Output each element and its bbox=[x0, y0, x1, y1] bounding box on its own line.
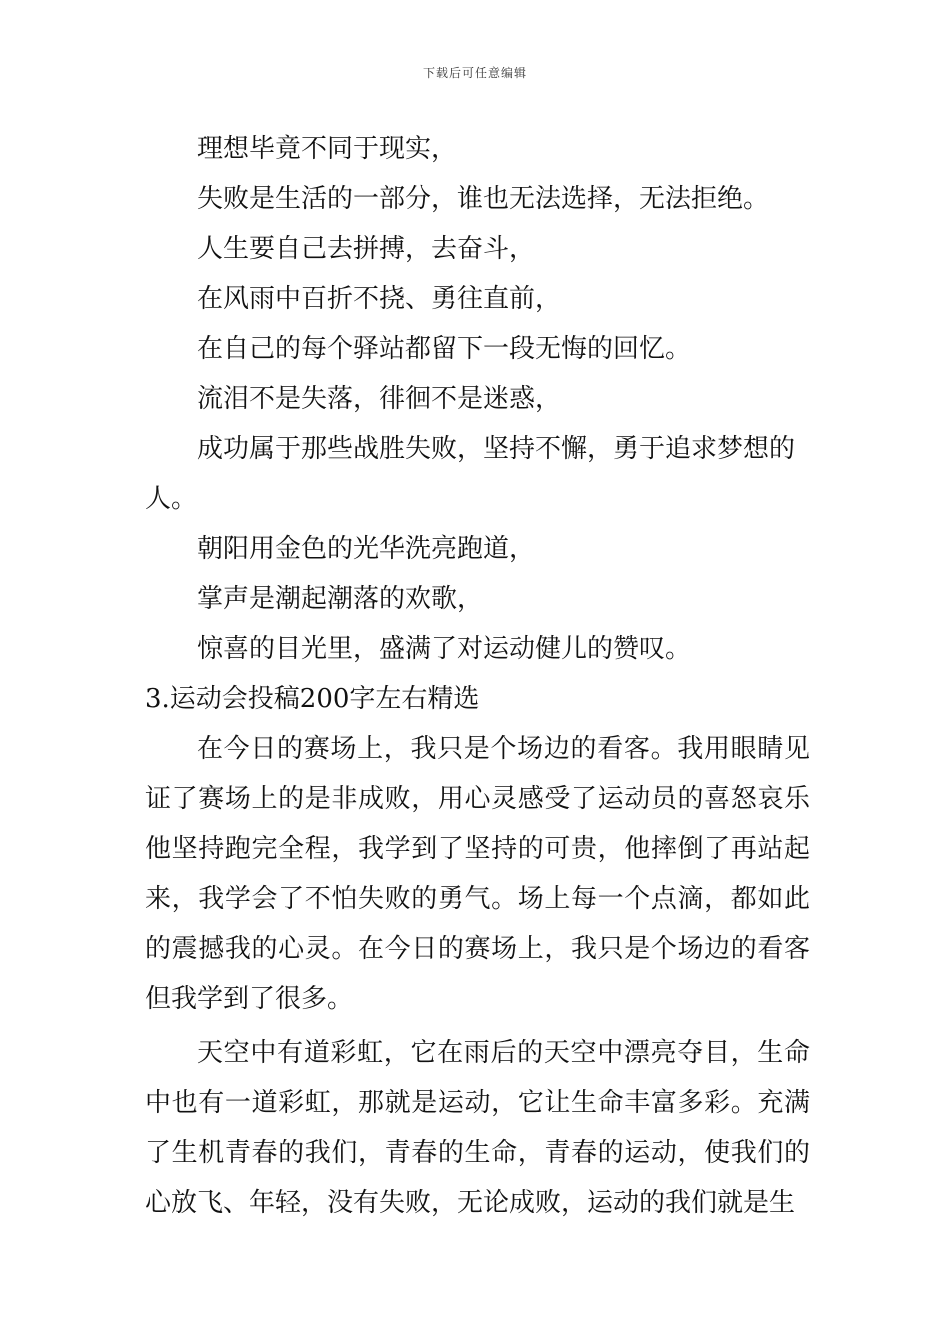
poem-line: 在风雨中百折不挠、勇往直前， bbox=[197, 284, 562, 314]
poem-line: 流泪不是失落，徘徊不是迷惑， bbox=[197, 384, 562, 414]
poem-line: 理想毕竟不同于现实， bbox=[197, 134, 458, 164]
poem-line: 成功属于那些战胜失败，坚持不懈，勇于追求梦想的 bbox=[197, 434, 796, 464]
poem-line: 失败是生活的一部分，谁也无法选择，无法拒绝。 bbox=[197, 184, 770, 214]
body-paragraph: 在今日的赛场上，我只是个场边的看客。我用眼睛见证了赛场上的是非成败，用心灵感受了运动员的喜怒哀乐他坚持跑完全程，我学到了坚持的可贵，他摔倒了再站起来，我学会了不怕失败的勇气。场上每一个点滴，都如此的震撼我的心灵。在今日的赛场上，我只是个场边的看客但我学到了很多。 bbox=[145, 734, 810, 1014]
poem-line: 惊喜的目光里，盛满了对运动健儿的赞叹。 bbox=[197, 634, 692, 664]
poem-line-continuation: 人。 bbox=[145, 484, 198, 514]
document-body bbox=[145, 124, 810, 1228]
poem-line: 在自己的每个驿站都留下一段无悔的回忆。 bbox=[197, 334, 692, 364]
page-header: 下载后可任意编辑 bbox=[422, 66, 527, 80]
body-paragraph: 天空中有道彩虹，它在雨后的天空中漂亮夺目，生命中也有一道彩虹，那就是运动，它让生命丰富多彩。充满了生机青春的我们，青春的生命，青春的运动，使我们的心放飞、年轻，没有失败，无论成败，运动的我们就是生 bbox=[145, 1038, 810, 1218]
poem-line: 朝阳用金色的光华洗亮跑道， bbox=[197, 534, 536, 564]
section-heading: 3.运动会投稿200字左右精选 bbox=[145, 684, 480, 714]
poem-line: 掌声是潮起潮落的欢歌， bbox=[197, 584, 484, 614]
poem-line: 人生要自己去拼搏，去奋斗， bbox=[197, 234, 536, 264]
